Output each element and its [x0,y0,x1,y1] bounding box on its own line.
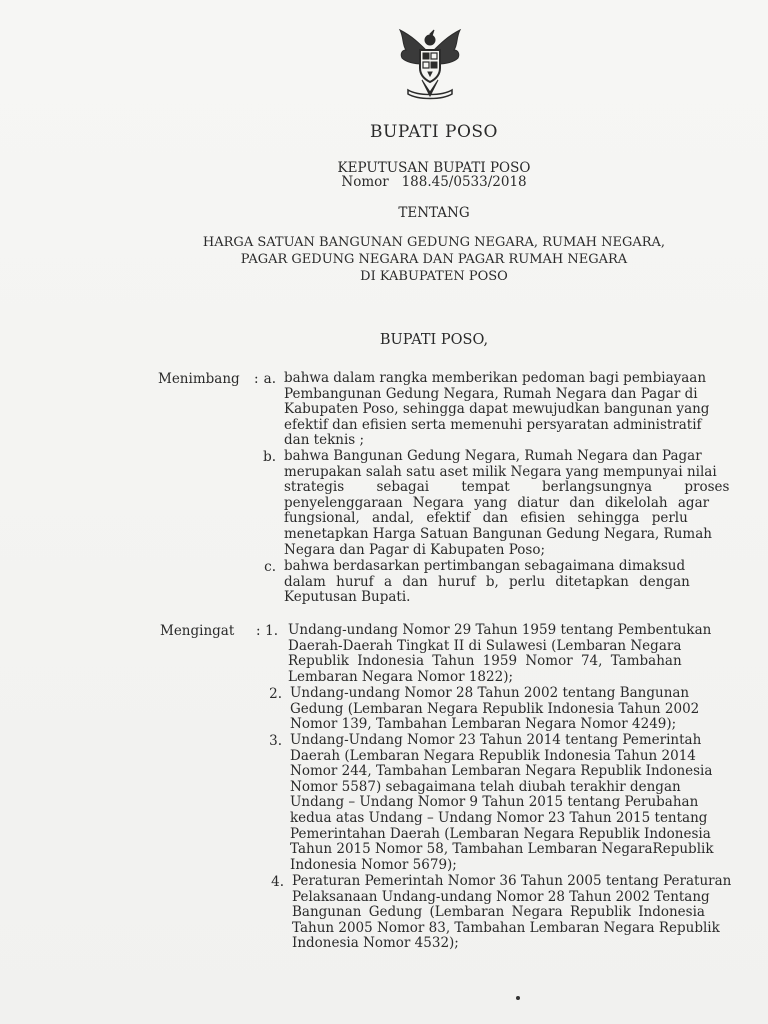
decree-title: KEPUTUSAN BUPATI POSO [337,160,531,176]
menimbang-item-a [284,371,736,449]
text-line: Nomor 5587) sebagaimana telah diubah terakhir dengan [290,778,681,795]
text-line: Daerah-Daerah Tingkat II di Sulawesi (Lembaran Negara [288,637,682,654]
text-line: Kabupaten Poso, sehingga dapat mewujudkan bangunan yang [284,401,710,418]
menimbang-mark-b: b. [263,449,276,465]
text-line: bahwa dalam rangka memberikan pedoman bagi pembiayaan [284,370,707,386]
text-line: Daerah (Lembaran Negara Republik Indonesia Tahun 2014 [290,747,696,764]
text-line: Lembaran Negara Nomor 1822); [288,668,514,685]
menimbang-item-b [284,449,736,558]
garuda-emblem-icon [390,22,470,102]
menimbang-colon: : [254,371,259,387]
text-line: menetapkan Harga Satuan Bangunan Gedung Negara, Rumah [284,525,712,542]
menimbang-mark-a: a. [263,371,276,387]
mengingat-colon: : [256,623,261,639]
text-line: bahwa Bangunan Gedung Negara, Rumah Negara dan Pagar [284,448,702,464]
text-line: Nomor 244, Tambahan Lembaran Negara Republik Indonesia [290,763,713,780]
subject-line-2: PAGAR GEDUNG NEGARA DAN PAGAR RUMAH NEGARA [240,252,628,267]
text-line: dan teknis ; [284,432,365,449]
text-line: Pelaksanaan Undang-undang Nomor 28 Tahun 2002 Tentang [292,888,710,905]
text-line: penyelenggaraan Negara yang diatur dan dikelolah agar [284,494,710,511]
text-line: Indonesia Nomor 4532); [292,935,459,952]
text-line: Republik Indonesia Tahun 1959 Nomor 74, Tambahan [288,653,682,670]
text-line: merupakan salah satu aset milik Negara yang mempunyai nilai [284,463,717,480]
page-title: BUPATI POSO [370,122,498,142]
mengingat-mark-3: 3. [269,733,282,749]
mengingat-mark-4: 4. [271,874,284,890]
mengingat-mark-1: 1. [265,623,278,639]
text-line: Negara dan Pagar di Kabupaten Poso; [284,541,546,558]
text-line: Indonesia Nomor 5679); [290,856,457,873]
text-line: efektif dan efisien serta memenuhi persyaratan administratif [284,416,702,433]
decree-number: Nomor 188.45/0533/2018 [341,174,527,190]
text-line: Undang-undang Nomor 28 Tahun 2002 tentang Bangunan [290,685,690,701]
tentang-heading: TENTANG [398,205,470,221]
text-line: Gedung (Lembaran Negara Republik Indonesia Tahun 2002 [290,700,700,717]
text-line: Undang – Undang Nomor 9 Tahun 2015 tentang Perubahan [290,794,699,811]
mengingat-item-1 [288,623,738,685]
menimbang-label: Menimbang [158,371,240,387]
text-line: Undang-undang Nomor 29 Tahun 1959 tentang Pembentukan [288,622,712,638]
text-line: Nomor 139, Tambahan Lembaran Negara Nomor 4249); [290,716,677,733]
text-line: Tahun 2005 Nomor 83, Tambahan Lembaran Negara Republik [292,919,720,936]
text-line: Pemerintahan Daerah (Lembaran Negara Republik Indonesia [290,825,711,842]
mengingat-label: Mengingat [160,623,235,639]
text-line: Keputusan Bupati. [284,589,411,606]
mengingat-item-3 [290,733,738,873]
text-line: Bangunan Gedung (Lembaran Negara Republik Indonesia [292,904,705,921]
text-line: strategis sebagai tempat berlangsungnya proses [284,479,730,496]
text-line: dalam huruf a dan huruf b, perlu ditetapkan dengan [284,573,690,590]
mengingat-item-2 [290,686,738,733]
text-line: Peraturan Pemerintah Nomor 36 Tahun 2005 tentang Peraturan [292,873,732,889]
text-line: Pembangunan Gedung Negara, Rumah Negara dan Pagar di [284,385,698,402]
text-line: fungsional, andal, efektif dan efisien sehingga perlu [284,510,688,527]
subject-line-3: DI KABUPATEN POSO [360,269,508,284]
bupati-heading: BUPATI POSO, [379,332,489,348]
text-line: Tahun 2015 Nomor 58, Tambahan Lembaran NegaraRepublik [290,841,714,858]
menimbang-item-c [284,559,736,606]
subject-line-1: HARGA SATUAN BANGUNAN GEDUNG NEGARA, RUMAH NEGARA, [202,235,666,250]
scan-dot [516,996,520,1000]
text-line: kedua atas Undang – Undang Nomor 23 Tahun 2015 tentang [290,809,708,826]
menimbang-mark-c: c. [264,559,276,575]
mengingat-item-4 [292,874,738,952]
text-line: Undang-Undang Nomor 23 Tahun 2014 tentang Pemerintah [290,732,702,748]
text-line: bahwa berdasarkan pertimbangan sebagaimana dimaksud [284,558,686,574]
mengingat-mark-2: 2. [269,686,282,702]
